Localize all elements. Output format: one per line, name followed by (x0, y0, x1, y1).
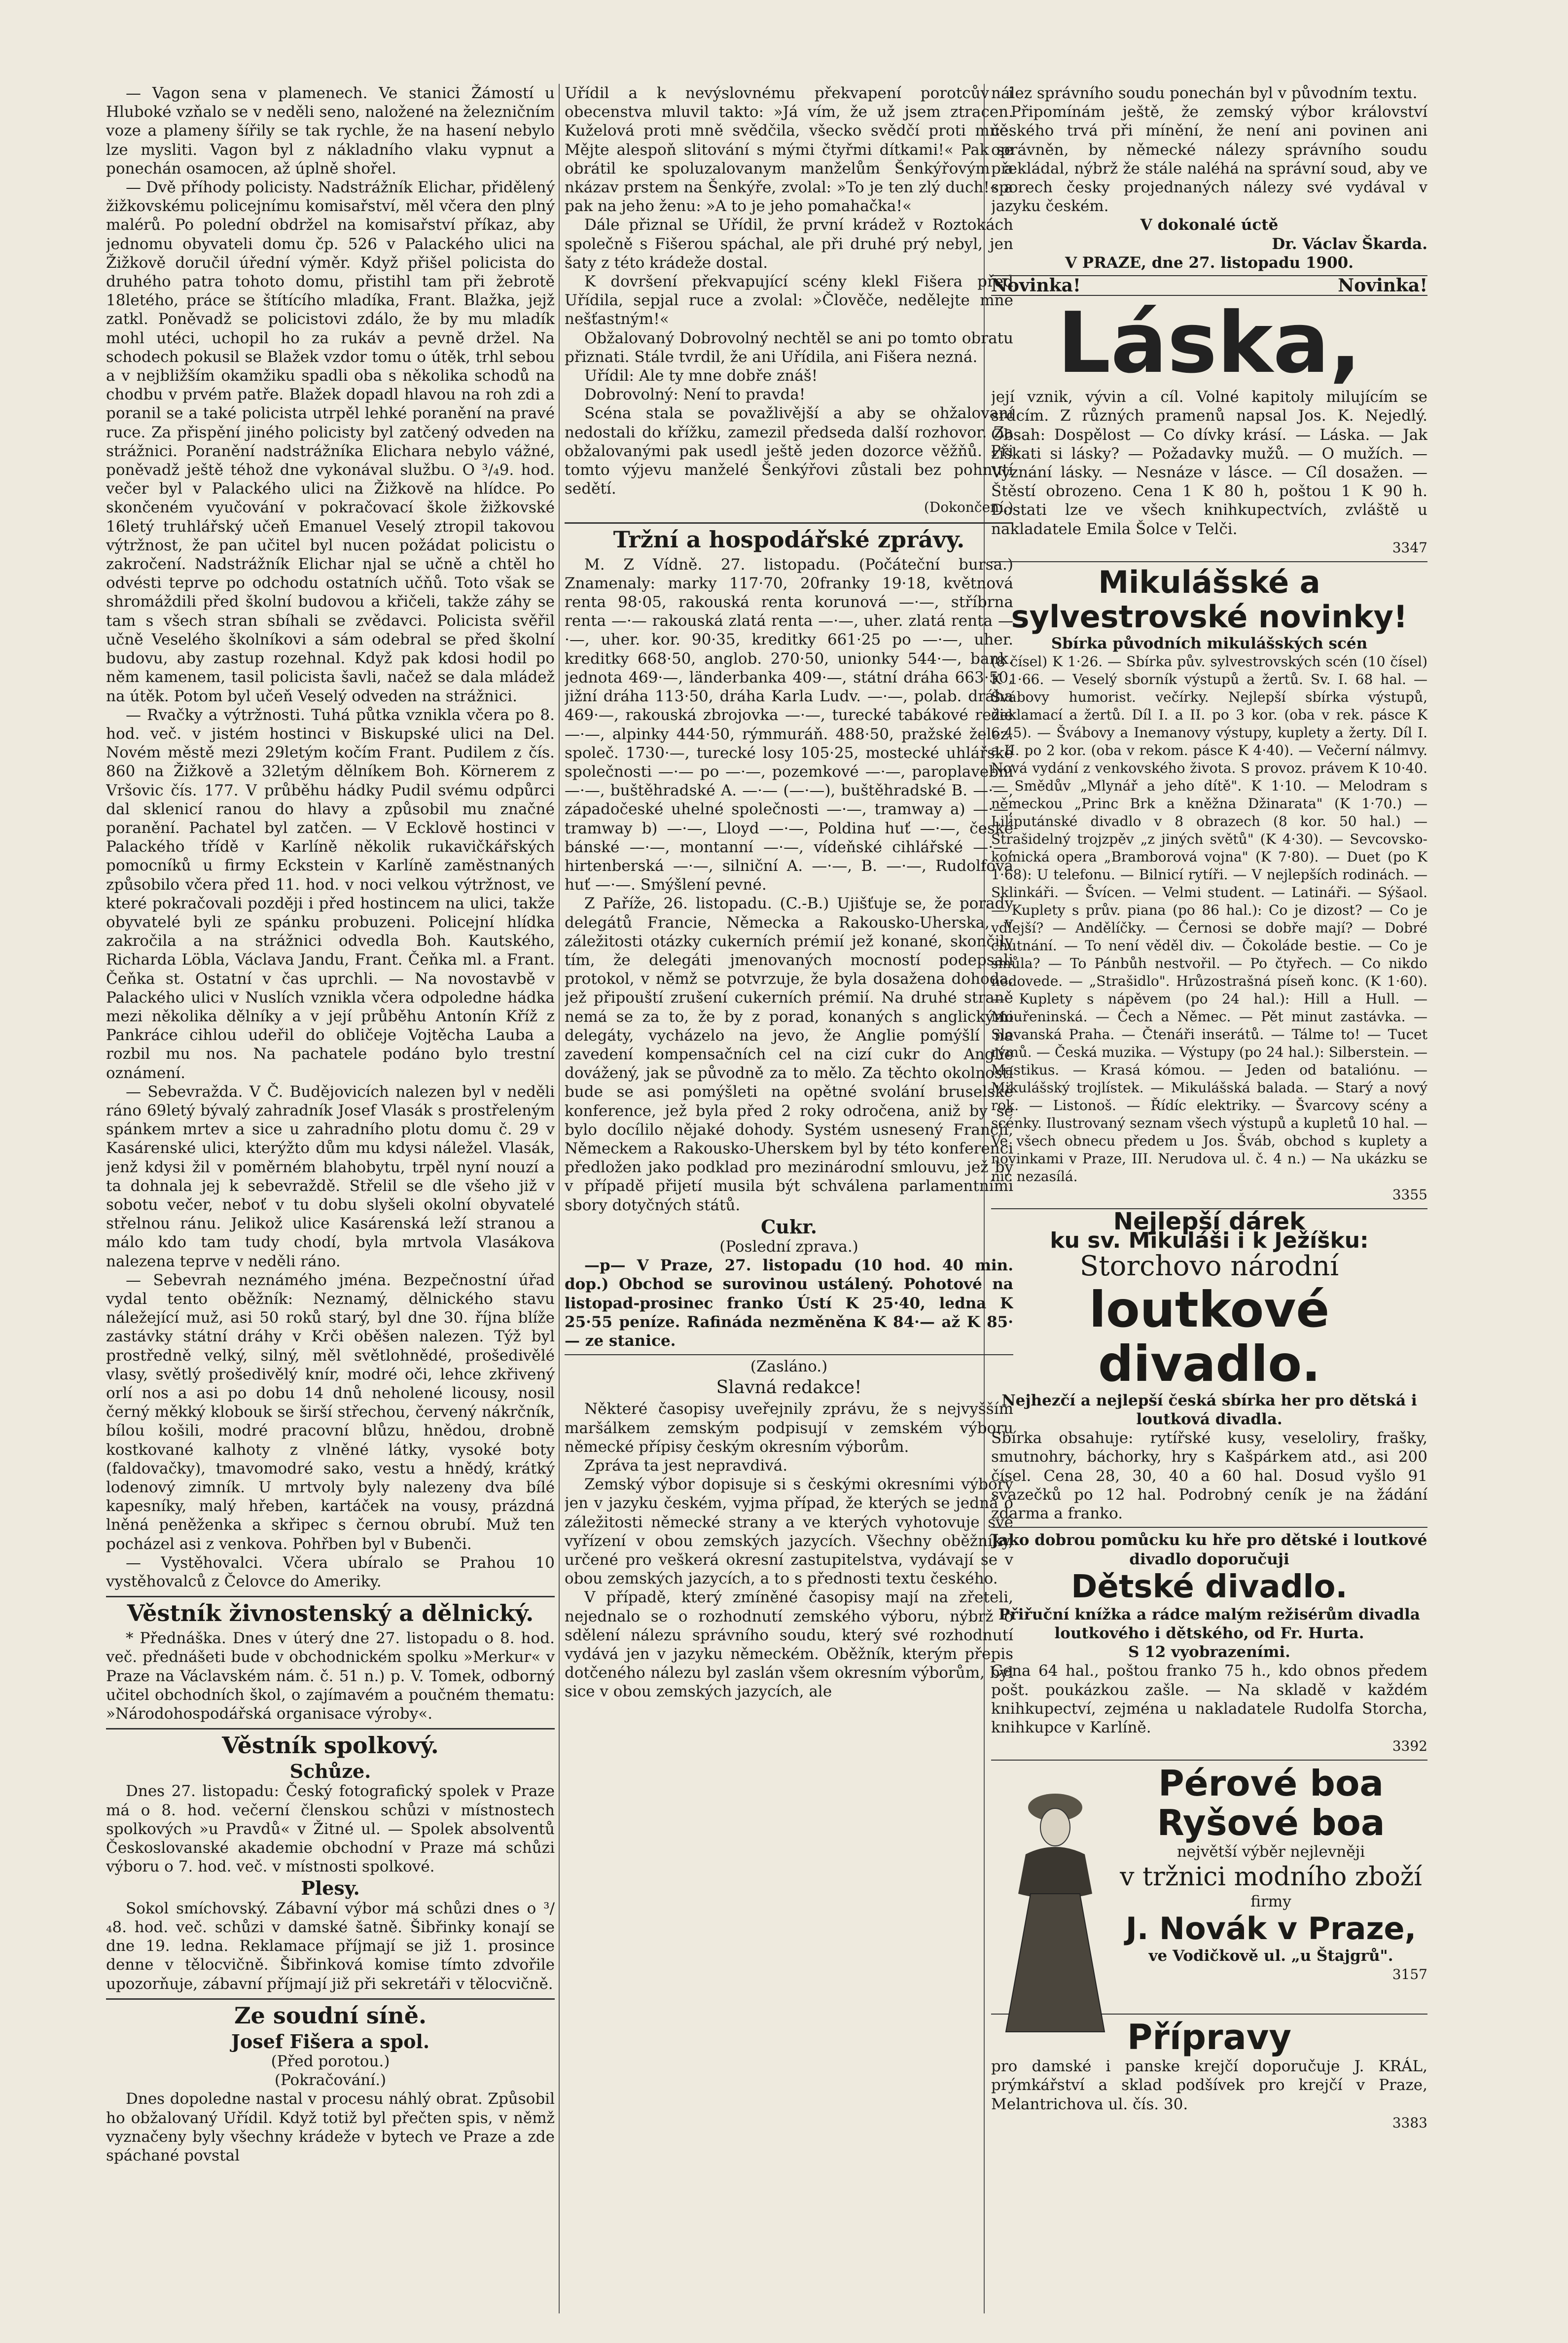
letter-p1: Některé časopisy uveřejnily zprávu, že s nejvyšším maršálkem zemským podpisují v zemském výboru německé přípisy českým okresním výborům. (565, 1400, 1013, 1456)
sugar-report: —p— V Praze, 27. listopadu (10 hod. 40 min. dop.) Obchod se surovinou ustálený. Pohotové na listopad-prosinec franko Ústí K 25·40, ledna K 25·55 peníze. Rafináda nezměněna K 84·— až K 85·— ze stanice. (565, 1257, 1013, 1350)
section-heading-court: Ze soudní síně. (106, 1998, 555, 2029)
ad-puppet-header: Nejlepší dárek (1113, 1208, 1306, 1236)
ad-boa-address: ve Vodičkově ul. „u Štajgrů". (1148, 1946, 1393, 1965)
ad-tailor-number: 3383 (1392, 2114, 1427, 2131)
letter-p2: Zpráva ta jest nepravdivá. (584, 1457, 788, 1475)
ad-tailor-title: Přípravy (1127, 2017, 1291, 2058)
novinka-label-left: Novinka! (991, 275, 1081, 296)
column-3 (991, 84, 1427, 2323)
ad-novinka-bar (991, 275, 1427, 296)
trade-lecture: * Přednáška. Dnes v úterý dne 27. listopadu o 8. hod. več. přednášeti bude v obchodnickém spolku »Merkur« v Praze na Václavském nám. č. 51 n.) p. V. Tomek, odborný učitel obchodních škol, o zajímavém a poučném thematu: »Národohospodářská organisace výroby«. (106, 1629, 555, 1723)
ad-puppet-line3: Storchovo národní (1079, 1250, 1339, 1282)
news-item-hay-wagon: — Vagon sena v plamenech. Ve stanici Žámostí u Hluboké vzňalo se v neděli seno, naložené na železničním voze a plameny šířily se tak rychle, že na hasení nebylo lze mysliti. Vagon byl z nákladního vlaku vypnut a ponechán osamocen, až úplně shořel. (106, 84, 555, 178)
news-item-policeman: — Dvě příhody policisty. Nadstrážník Elichar, přidělený žižkovskému policejnímu komisařství, měl včera den plný malérů. Po polední obdržel na komisařství příkaz, aby jednomu obyvateli domu čp. 526 v Palackého ulici na Žižkově doručil úřední výměr. Když přišel policista do druhého patra tohoto domu, přistihl tam při žebrotě 18letého, práce se štítícího mladíka, Frant. Blažka, jejž zatkl. Poněvadž se policistovi zdálo, že by mu mladík mohl utéci, uchopil ho za rukáv a pevně držel. Na schodech pokusil se Blažek vzdor tomu o útěk, trhl sebou a v nejbližším okamžiku spadli oba s několika schodů na chodbu v prvém patře. Blažek dopadl hlavou na roh zdi a poranil se a také policista utrpěl lehké poranění na pravé ruce. Za přispění jiného policisty byl zatčený odveden na strážnici. Poranění nadstrážníka Elichara nebylo vážné, poněvadž ještě téhož dne vykonával službu. O ³/₄9. hod. večer byl v Palackého ulici na Žižkově na hlídce. Po skončeném vyučování v pokračovací škole žižkovské 16letý truhlářský učeň Emanuel Veselý ztropil takovou výtržnost, že pan učitel byl nucen požádat policistu o zakročení. Nadstrážník Elichar njal se učně a chtěl ho odvésti teprve po odchodu ostatních učňů. Toto však se shromáždili před školní budovou a křičeli, takže záhy se tam s všech stran sbíhali se zvědavci. Policista svěřil učně Veselého školníkovi a sám odebral se před školní budovu, aby zastup rozehnal. Když pak kdosi hodil po něm kamenem, tasil policista šavli, načež se dala mládež na útěk. Potom byl učeň Veselý odveden na strážnici. (106, 179, 555, 705)
letter-p3: Zemský výbor dopisuje si s českými okresními výbory jen v jazyku českém, vyjma případ, že kterých se jedná o záležitosti německé strany a ve kterých vyhotovuje své vyřízení v obou zemských jazycích. Všechny oběžníky, určené pro veškerá okresní zastupitelstva, vydávají se v obou zemských jazycích, a to s přednosti textu českého. (565, 1476, 1013, 1588)
ad-boa-firm-label: firmy (1250, 1892, 1291, 1910)
court-conclusion-note: (Dokončení.) (924, 499, 1013, 516)
ad-tailor-text: pro damské i panske krejčí doporučuje J. KRÁL, prýmkářství a sklad podšívek pro krejčí v Praze, Melantrichova ul. čís. 30. (991, 2057, 1427, 2113)
ad-laska-title: Láska, (1057, 294, 1361, 393)
court-text-3: K dovršení překvapující scény klekl Fišera před Uřídila, sepjal ruce a zvolal: »Člověče, nedělejte mne nešťastným!« (565, 273, 1013, 328)
ad-mikulas-number: 3355 (1392, 1187, 1427, 1203)
meetings-text: Dnes 27. listopadu: Český fotografický spolek v Praze má o 8. hod. večerní členskou schůzi v místnostech spolkových »u Pravdů« v Žitné ul. — Spolek absolventů Českoslovanské akademie obchodní v Praze má schůzi výboru o 7. hod. več. v místnosti spolkové. (106, 1782, 555, 1876)
ad-kids-intro: Jako dobrou pomůcku ku hře pro dětské i loutkové divadlo doporučuji (991, 1531, 1427, 1568)
court-continuation: (Pokračování.) (274, 2071, 387, 2090)
balls-text: Sokol smíchovský. Zábavní výbor má schůzi dnes o ³/₄8. hod. več. schůzi v damské šatně. Šibřinky konají se dne 19. ledna. Reklamace příjmají se již 1. prosince denne v tělocvičně. Šibřinková komise tímto zdvořile upozorňuje, zábavní příjmají již při sekretáři v tělocvičně. (106, 1899, 555, 1993)
section-heading-market: Tržní a hospodářské zprávy. (565, 522, 1013, 553)
court-case-title: Josef Fišera a spol. (231, 2030, 430, 2053)
ad-mikulas (991, 561, 1427, 1204)
sugar-heading: Cukr. (761, 1215, 817, 1238)
court-subtitle: (Před porotou.) (271, 2052, 390, 2070)
ad-kids-number: 3392 (1392, 1738, 1427, 1755)
news-item-brawls: — Rvačky a výtržnosti. Tuhá půtka vznikla včera po 8. hod. več. v jistém hostinci v Biskupské ulici na Del. Novém městě mezi 29letým kočím Frant. Pudilem z čís. 860 na Žižkově a 32letým dělníkem Boh. Körnerem z Vršovic čís. 177. V průběhu hádky Pudil svému odpůrci dal sklenicí ranou do hlavy a způsobil mu značné poranění. Pachatel byl zatčen. — V Ecklově hostinci v Palackého třídě v Karlíně několik rukavičkářských pomocníků u firmy Eckstein v Karlíně zaměstnaných způsobilo včera před 11. hod. v noci velkou výtržnost, ve které pokračovali později i před hostincem na ulici, takže obyvatelé byli ze spánku probuzeni. Policejní hlídka zakročila a na strážnici odvedla Boh. Kautského, Richarda Löbla, Václava Jandu, Frant. Čeňka ml. a Frant. Čeňka st. Ostatní v čas uprchli. — Na novostavbě v Palackého ulici v Nuslích vznikla včera odpoledne hádka mezi několika dělníky a v její průběhu Antonín Kříž z Pankráce cihlou udeřil do obličeje Vojtěcha Lauba a rozbil mu nos. Na pachatele podáno bylo trestní oznámení. (106, 706, 555, 1082)
ad-puppet-theatre (991, 1208, 1427, 1523)
news-item-emigrants: — Vystěhovalci. Včera ubíralo se Prahou 10 vystěhovalců z Čelovce do Ameriky. (106, 1553, 555, 1591)
ad-kids-text: Cena 64 hal., poštou franko 75 h., kdo obnos předem pošt. poukázkou zašle. — Na skladě v každém knihkupectví, zejména u nakladatele Rudolfa Storcha, knihkupce v Karlíně. (991, 1662, 1427, 1736)
letter-signature: Dr. Václav Škarda. (1272, 235, 1427, 253)
ad-boa-number: 3157 (1392, 1966, 1427, 1983)
court-text-5: Uřídil: Ale ty mne dobře znáš! (584, 367, 818, 385)
news-item-unknown-suicide: — Sebevrah neznámého jména. Bezpečnostní úřad vydal tento oběžník: Neznamý, dělnického stavu náležející muž, asi 50 roků starý, byl dne 30. října blíže zastávky státní dráhy v Krči oběšen nalezen. Týž byl prostředně velký, silný, měl světlohnědé, prošedivělé vlasy, světlý prošedivělý knír, modré oči, lehce zkřivený orlí nos a asi po dobu 14 dnů neholené licousy, nosil černý měkký klobouk se širší střechou, červený nákrčník, bílou košili, modré pracovní blůzu, hnědou, drobně kostkované kalhoty z vlněné látky, vysoké boty (faldovačky), tmavomodré sako, vestu a hnědý, krátký lodenový zimník. U mrtvoly byly nalezeny dva bílé kapesníky, malý hřeben, kartáček na vousy, prázdná lněná peněženka a skřipec s černou obrubí. Muž ten pocházel asi z venkova. Pohřben byl v Bubenči. (106, 1271, 555, 1553)
letter-date: V PRAZE, dne 27. listopadu 1900. (1065, 253, 1354, 272)
ad-kids-desc: Přiřuční knížka a rádce malým režisérům divadla loutkového i dětského, od Fr. Hurta. (998, 1605, 1420, 1642)
letter-cont: nález správního soudu ponechán byl v původním textu. (991, 84, 1418, 102)
ad-boa-line4: v tržnici modního zboží (1120, 1862, 1422, 1892)
letter-closing: V dokonalé úctě (1140, 216, 1279, 234)
court-text-4: Obžalovaný Dobrovolný nechtěl se ani po tomto obratu přiznati. Stále tvrdil, že ani Uřídila, ani Fišera nezná. (565, 329, 1013, 366)
column-1 (106, 84, 555, 2323)
letter-p5: Připomínám ještě, že zemský výbor království českého trvá při mínění, že není ani povinen ani oprávněn, by německé nálezy správního soudu překládal, nýbrž že stále naléhá na správní soud, aby ve sporech česky projednaných nálezy své vydával v jazyku českém. (991, 103, 1427, 216)
market-vienna: M. Z Vídně. 27. listopadu. (Počáteční bursa.) Znamenaly: marky 117·70, 20franky 19·18, květnová renta 98·05, rakouská renta korunová —·—, stříbrna renta —·— rakouská zlatá renta —·—, uher. zlatá renta —·—, uher. kor. 90·35, kreditky 661·25 po —·—, uher. kreditky 668·50, anglob. 270·50, unionky 544·—, bank. jednota 469·—, länderbanka 409·—, státní dráha 663·50, jižní dráha 113·50, dráha Karla Ludv. —·—, polab. dráha 469·—, rakouská zbrojovka —·—, turecké tabákové režie —·—, alpinky 444·50, rýmmuráň. 488·50, pražské želez. společ. 1730·—, turecké losy 105·25, mostecké uhlářské společnosti —·— po —·—, pozemkové —·—, paroplavební —·—, buštěhradské A. —·— (—·—), buštěhradské B. —·—, západočeské uhelné společnosti —·—, tramway a) —·—, tramway b) —·—, Lloyd —·—, Poldina huť —·—, české bánské —·—, montanní —·—, vídeňské cihlářské —·—, hirtenberská —·—, silniční A. —·—, B. —·—, Rudolfova huť —·—. Smýšlení pevné. (565, 555, 1013, 894)
novinka-label-right: Novinka! (1338, 275, 1427, 296)
court-text: Dnes dopoledne nastal v procesu náhlý obrat. Způsobil ho obžalovaný Uřídil. Když totiž byl přečten spis, v němž vyznačeny byly všechny krádeže v bytech ve Praze a zde spáchané povstal (106, 2090, 555, 2164)
section-heading-trade: Věstník živnostenský a dělnický. (106, 1596, 555, 1627)
ad-boa-firm: J. Novák v Praze, (1125, 1910, 1417, 1946)
court-text-6: Dobrovolný: Není to pravda! (584, 386, 806, 404)
ad-puppet-tagline: Nejhezčí a nejlepší česká sbírka her pro dětská i loutková divadla. (1001, 1391, 1417, 1429)
section-heading-clubs: Věstník spolkový. (106, 1728, 555, 1759)
ad-mikulas-subtitle: Sbírka původních mikulášských scén (1051, 635, 1368, 653)
ad-boa (991, 1760, 1427, 1984)
ad-laska-number: 3347 (1392, 539, 1427, 556)
ad-kids-illustrations: S 12 vyobrazeními. (1128, 1643, 1290, 1661)
column-2 (565, 84, 1013, 2323)
court-text-2: Dále přiznal se Uřídil, že první krádež v Roztokách společně s Fišerou spáchal, ale při druhé prý nebyl, jen šaty z této krádeže dostal. (565, 216, 1013, 272)
sugar-subheading: (Poslední zprava.) (719, 1237, 858, 1256)
ad-boa-title1: Pérové boa (1158, 1763, 1384, 1804)
subheading-meetings: Schůze. (289, 1760, 371, 1783)
court-text-7: Scéna stala se považlivější a aby se ohžalovaní nedostali do křížku, zamezil předseda další rozhovor. Za obžalovanými pak usedl ještě jeden dozorce věžňů. Při tomto výjevu manželé Šenkýřovi zůstali bez pohnutí sedětí. (565, 404, 1013, 498)
news-item-suicide: — Sebevražda. V Č. Budějovicích nalezen byl v neděli ráno 69letý bývalý zahradník Josef Vlasák s prostřeleným spánkem mrtev a sice u zahradního plotu domu č. 29 v Kasárenské ulici, kterýžto dům mu kdysi náležel. Vlasák, jenž kdysi žil v poměrném blahobytu, trpěl nyní nouzí a ta dohnala jej k sebevraždě. Střelil se dle všeho již v sobotu večer, neboť v tu dobu slyšeli okolní obyvatelé střelnou ránu. Jelikož ulice Kasárenská leží stranou a málo kdo tam tudy chodí, byla mrtvola Vlasákova nalezena teprve v neděli ráno. (106, 1082, 555, 1270)
letter-p4: V případě, který zmíněné časopisy mají na zřeteli, nejednalo se o rozhodnutí zemského výboru, nýbrž o sdělení nálezu správního soudu, který své rozhodnutí vydává jen v jazyku německém. Oběžník, kterým přepis dotčeného nálezu byl zaslán všem okresním výborům, byl sice v obou zemských jazycích, ale (565, 1588, 1013, 1701)
market-paris: Z Paříže, 26. listopadu. (C.-B.) Ujišťuje se, že porady delegátů Francie, Německa a Rakousko-Uherska, v záležitosti otázky cukerních prémií jež konané, skončily tím, že delegáti jmenovaných mocností podepsali protokol, v němž se potvrzuje, že byla dosažena dohoda, jež připouští zrušení cukerních prémií. Na druhé straně nemá se za to, že by z porad, konaných s anglickými delegáty, vycházelo na jevo, že Anglie pomýšlí na zavedení kompensačních cel na cizí cukr do Anglie dovážený, jak se původně za to mělo. Za těchto okolností bude se asi pomýšleti na opětné svolání bruselské konference, jež byla před 2 roky odročena, aniž by se bylo docílilo nějaké dohody. Systém usnesený Francií, Německem a Rakousko-Uherskem byl by této konferenci předložen jako podklad pro mezinárodní smlouvu, jež by v případě přijetí musila být schválena parlamentními sbory dotyčných států. (565, 895, 1013, 1214)
ad-kids-title: Dětské divadlo. (1071, 1568, 1348, 1605)
ad-mikulas-title: Mikulášské a sylvestrovské novinky! (1011, 564, 1408, 635)
ad-laska-text: její vznik, vývin a cíl. Volné kapitoly milujícím se srdcím. Z různých pramenů napsal Jos. K. Nejedlý. Obsah: Dospělost — Co dívky krásí. — Láska. — Jak získati si lásky? — Požadavky mužů. — O mužích. — Vyznání lásky. — Nesnáze v lásce. — Cíl dosažen. — Štěstí obrozeno. Cena 1 K 80 h, poštou 1 K 90 h. Dostati lze ve všech knihkupectvích, zvláště u nakladatele Emila Šolce v Telči. (991, 388, 1427, 538)
woman-illustration (991, 1780, 1119, 2037)
ad-kids-theatre (991, 1527, 1427, 1756)
sent-in-label: (Zasláno.) (565, 1354, 1013, 1376)
court-text-cont: Uřídil a k nevýslovnému překvapení porotcův i obecenstva mluvil takto: »Já vím, že už jsem ztracen. Kuželová proti mně svědčila, všecko svědčí proti mně. Mějte alespoň slitování s mými čtyřmi dítkami!« Pak se obrátil ke spoluzalovanym manželům Šenkýřovým a nkázav prstem na Šenkýře, zvolal: »To je ten zlý duch!« a pak na jeho ženu: »A to je jeho pomahačka!« (565, 84, 1013, 216)
column-rule (559, 84, 560, 2313)
subheading-balls: Plesy. (301, 1877, 360, 1900)
ad-boa-title2: Ryšové boa (1157, 1802, 1385, 1844)
letter-salutation: Slavná redakce! (716, 1377, 862, 1398)
ad-puppet-title: loutkové divadlo. (1089, 1280, 1330, 1393)
ad-puppet-line2: ku sv. Mikuláši i k Ježíšku: (1050, 1227, 1369, 1253)
ad-boa-line3: největší výběr nejlevněji (1176, 1843, 1365, 1861)
ad-mikulas-text: (8 čísel) K 1·26. — Sbírka pův. sylvestrovských scén (10 čísel) K 1·66. — Veselý sborník výstupů a žertů. Sv. I. 68 hal. — Švábovy humorist. večírky. Nejlepší sbírka výstupů, deklamací a žertů. Díl I. a II. po 3 kor. (oba v rek. pásce K 6·45). — Švábovy a Inemanovy výstupy, kuplety a žerty. Díl I. a II. po 2 kor. (oba v rekom. pásce K 4·40). — Večerní nálmvy. Nová vydání z venkovského života. S provoz. právem K 10·40. — Smědův „Mlynář a jeho dítě". K 1·10. — Melodram s německou „Princ Brk a kněžna Džinarata" (K 1·70.) — Liliputánské divadlo v 8 obrazech (8 kor. 50 hal.) — Strašidelný trojzpěv „z jiných světů" (K 4·30). — Sevcovsko-komická opera „Bramborová vojna" (K 7·80). — Duet (po K 1·68): U telefonu. — Bilnicí rytíři. — V nejlepších rodinách. — Sklinkáři. — Švícen. — Velmi student. — Latináři. — Sýšaol. — Kuplety s prův. piana (po 86 hal.): Co je dizost? — Co je vdlejší? — Andělíčky. — Černosi se dobře mají? — Dobré chutnání. — To není věděl div. — Čokoláde bestie. — Co je smůla? — To Pánbůh nestvořil. — Po čtyřech. — Co nikdo nedovede. — „Strašidlo". Hrůzostrašná píseň konc. (K 1·60). — Kuplety s nápěvem (po 24 hal.): Hill a Hull. — Mouřeninská. — Čech a Němec. — Pět minut zastávka. — Slovanská Praha. — Čtenáři inserátů. — Tálme to! — Tucet rýmů. — Česká muzika. — Výstupy (po 24 hal.): Silberstein. — Mastikus. — Krasá kómou. — Jeden od bataliónu. — Mikulášský trojlístek. — Mikulášská balada. — Starý a nový rok. — Listonoš. — Řídíc elektriky. — Švarcovy scény a scénky. Ilustrovaný seznam všech výstupů a kupletů 10 hal. — Ve všech obnecu předem u Jos. Šváb, obchod s kuplety a novinkami v Praze, III. Nerudova ul. č. 4 n.) — Na ukázku se nic nezasílá. (991, 653, 1427, 1185)
ad-puppet-text: Sbírka obsahuje: rytířské kusy, veseloliry, frašky, smutnohry, báchorky, hry s Kašpárkem atd., asi 200 čísel. Cena 28, 30, 40 a 60 hal. Dosud vyšlo 91 svazečků po 12 hal. Podrobný ceník je na žádání zdarma a franko. (991, 1429, 1427, 1523)
